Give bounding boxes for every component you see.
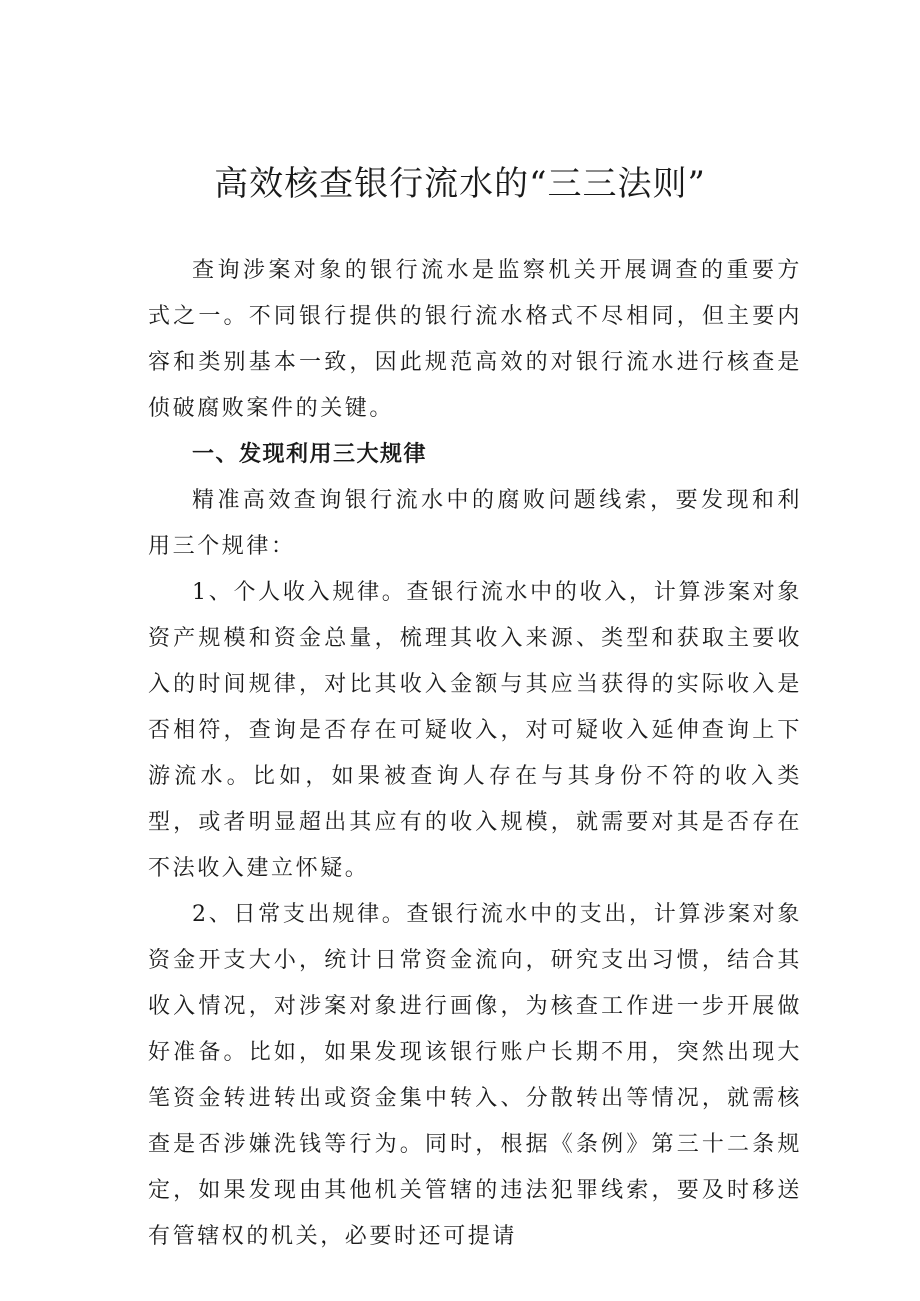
section-lead-paragraph: 精准高效查询银行流水中的腐败问题线索，要发现和利用三个规律： (148, 488, 802, 559)
section-heading: 一、发现利用三大规律 (192, 442, 428, 467)
document-title: 高效核查银行流水的“三三法则” (214, 164, 706, 204)
item-income-paragraph: 1、个人收入规律。查银行流水中的收入，计算涉案对象资产规模和资金总量，梳理其收入来源、类型和获取主要收入的时间规律，对比其收入金额与其应当获得的实际收入是否相符，查询是否存在可疑收入，对可疑收入延伸查询上下游流水。比如，如果被查询人存在与其身份不符的收入类型，或者明显超出其应有的收入规模，就需要对其是否存在不法收入建立怀疑。 (148, 580, 802, 881)
intro-paragraph: 查询涉案对象的银行流水是监察机关开展调查的重要方式之一。不同银行提供的银行流水格式不尽相同，但主要内容和类别基本一致，因此规范高效的对银行流水进行核查是侦破腐败案件的关键。 (148, 258, 802, 421)
item-expense-paragraph: 2、日常支出规律。查银行流水中的支出，计算涉案对象资金开支大小，统计日常资金流向，研究支出习惯，结合其收入情况，对涉案对象进行画像，为核查工作进一步开展做好准备。比如，如果发现该银行账户长期不用，突然出现大笔资金转进转出或资金集中转入、分散转出等情况，就需核查是否涉嫌洗钱等行为。同时，根据《条例》第三十二条规定，如果发现由其他机关管辖的违法犯罪线索，要及时移送有管辖权的机关，必要时还可提请 (148, 902, 802, 1249)
document-body (148, 248, 802, 1260)
